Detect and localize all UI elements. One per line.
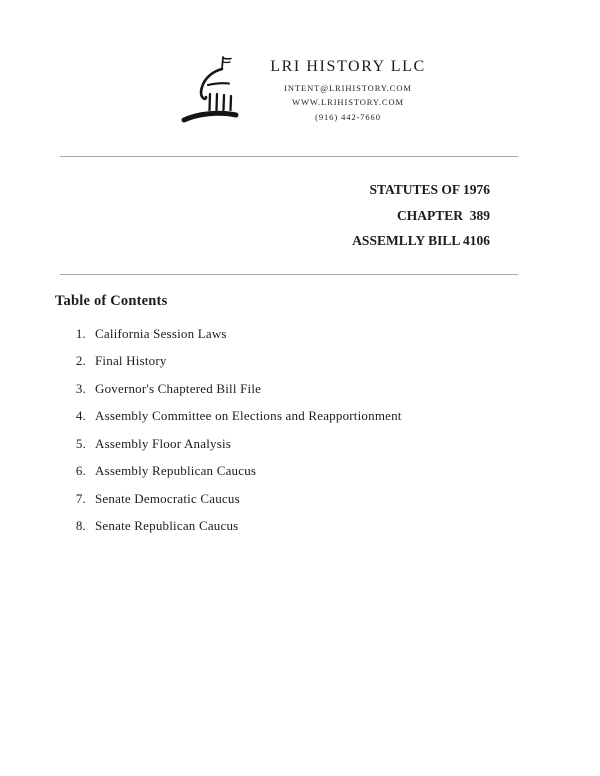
toc-item-label: California Session Laws	[95, 325, 227, 341]
company-email: INTENT@LRIHISTORY.COM	[284, 83, 412, 94]
assembly-bill-line: ASSEMLLY BILL 4106	[352, 233, 490, 249]
toc-item-number: 7.	[75, 490, 86, 506]
toc-item	[70, 408, 600, 424]
company-phone: (916) 442-7660	[315, 111, 381, 122]
toc-item	[70, 518, 600, 534]
toc-item	[70, 326, 600, 342]
toc-item-label: Governor's Chaptered Bill File	[95, 380, 262, 396]
toc-item-number: 6.	[75, 463, 86, 479]
toc-item-label: Assembly Republican Caucus	[95, 463, 257, 479]
toc-item-label: Senate Democratic Caucus	[95, 490, 240, 506]
toc-item	[70, 436, 600, 452]
toc-item-label: Final History	[95, 353, 167, 369]
capitol-logo-icon	[174, 52, 248, 130]
company-website: WWW.LRIHISTORY.COM	[292, 97, 404, 108]
divider-bottom	[60, 274, 518, 275]
statutes-year-line: STATUTES OF 1976	[369, 182, 490, 197]
toc-item	[70, 381, 600, 397]
toc-item-number: 1.	[75, 325, 86, 341]
toc-item-number: 2.	[75, 353, 86, 369]
toc-item-number: 4.	[75, 408, 86, 424]
company-name: LRI HISTORY LLC	[270, 58, 426, 76]
toc-item	[70, 353, 600, 369]
chapter-line: CHAPTER 389	[396, 207, 490, 223]
toc-item	[70, 463, 600, 479]
toc-item-label: Assembly Committee on Elections and Reapportionment	[95, 408, 402, 424]
toc-item-number: 3.	[75, 380, 86, 396]
letterhead	[0, 0, 600, 130]
toc-item-label: Senate Republican Caucus	[95, 518, 239, 534]
toc-list	[70, 326, 600, 535]
divider-top	[60, 156, 518, 157]
toc-heading: Table of Contents	[55, 292, 168, 309]
statute-title-block	[0, 177, 490, 254]
letterhead-text	[270, 58, 426, 123]
toc-item	[70, 491, 600, 507]
toc-item-number: 5.	[75, 435, 86, 451]
toc-item-number: 8.	[75, 518, 86, 534]
toc-item-label: Assembly Floor Analysis	[95, 435, 232, 451]
